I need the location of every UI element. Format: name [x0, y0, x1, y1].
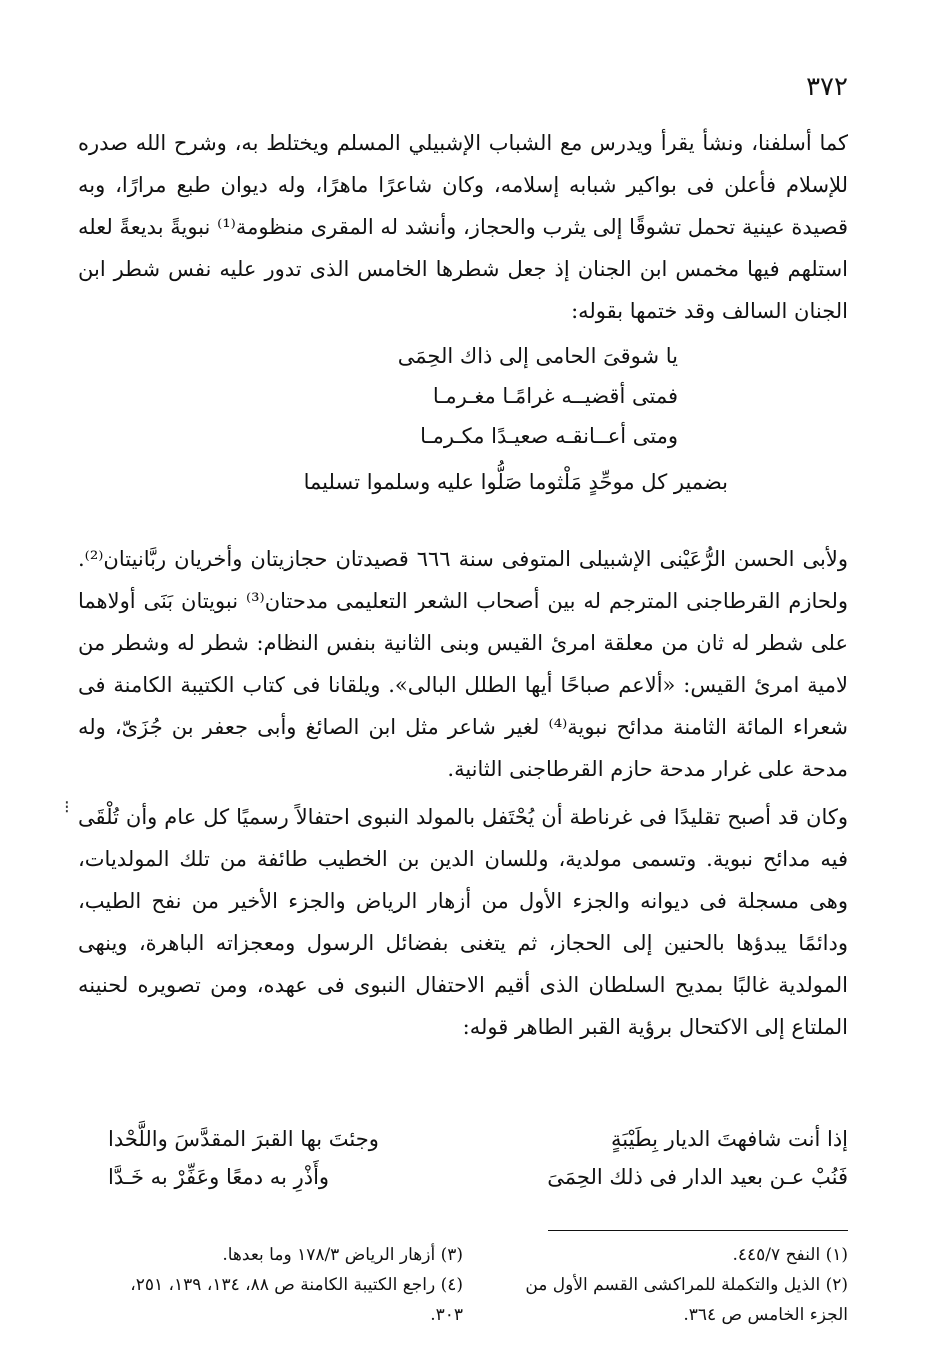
paragraph-1: كما أسلفنا، ونشأ يقرأ ويدرس مع الشباب الإشبيلي المسلم ويختلط به، وشرح الله صدره للإسلام فأعلن فى بواكير شبابه إسلامه، وكان شاعرًا ماهرًا، وله ديوان طبع مرارًا، وبه قصيدة عينية تحمل تشوقًا إلى يثرب والحجاز، وأنشد له المقرى منظومة⁽¹⁾ نبويةً بديعةً لعله استلهم فيها مخمس ابن الجنان إذ جعل شطرها الخامس الذى تدور عليه نفس شطر ابن الجنان السالف وقد ختمها بقوله: — [78, 131, 848, 323]
footnotes — [78, 1240, 848, 1330]
footnotes-right-column — [463, 1240, 848, 1330]
verse-line: ومتى أعــانقـه صعيـدًا مكـرمـا — [420, 424, 678, 448]
verse-line: فمتى أقضيــه غرامًـا مغـرمـا — [432, 384, 678, 408]
book-page — [78, 70, 848, 1330]
verse-block-1 — [78, 336, 848, 502]
verse-line: يا شوقىَ الحامى إلى ذاك الحِمَى — [397, 344, 678, 368]
footnote: (٤) راجع الكتيبة الكامنة ص ٨٨، ١٣٤، ١٣٩، ٢٥١، ٣٠٣. — [130, 1275, 463, 1325]
poem-block-2 — [78, 1120, 848, 1196]
hemistich-second: وأَذْرِ به دمعًا وعَفِّرْ به خَـدَّا — [108, 1165, 330, 1189]
footnotes-left-column — [78, 1240, 463, 1330]
hemistich-first: فَنُبْ عـن بعيد الدار فى ذلك الحِمَىَ — [547, 1165, 848, 1189]
footnote: (٣) أزهار الرياض ١٧٨/٣ وما بعدها. — [222, 1245, 463, 1265]
margin-mark: ⁝ — [64, 797, 70, 818]
footnote: (١) النفح ٤٤٥/٧. — [732, 1245, 848, 1265]
hemistich-first: إذا أنت شافهتَ الديار بِطَيْبَةٍ — [611, 1127, 848, 1151]
verse-closing-line: بضمير كل موحِّدٍ مَلْثوما صَلُّوا عليه وسلموا تسليما — [303, 470, 728, 494]
paragraph-3: وكان قد أصبح تقليدًا فى غرناطة أن يُحْتَفل بالمولد النبوى احتفالاً رسميًا كل عام وأن تُلْقَى فيه مدائح نبوية. وتسمى مولدية، وللسان الدين بن الخطيب طائفة من تلك المولديات، وهى مسجلة فى ديوانه والجزء الأول من أزهار الرياض والجزء الأخير من نفح الطيب، ودائمًا يبدؤها بالحنين إلى الحجاز، ثم يتغنى بفضائل الرسول ومعجزاته الباهرة، وينهى المولدية غالبًا بمديح السلطان الذى أقيم الاحتفال النبوى فى عهده، ومن تصويره لحنينه الملتاع إلى الاكتحال برؤية القبر الطاهر قوله: — [78, 805, 848, 1039]
hemistich-second: وجئتَ بها القبرَ المقدَّسَ واللَّحْدا — [108, 1127, 379, 1151]
page-number: ٣٧٢ — [806, 72, 848, 102]
poem-row — [78, 1158, 848, 1196]
footnote-divider — [548, 1230, 848, 1231]
footnote: (٢) الذيل والتكملة للمراكشى القسم الأول من الجزء الخامس ص ٣٦٤. — [525, 1275, 848, 1325]
poem-row — [78, 1120, 848, 1158]
paragraph-2: ولأبى الحسن الرُّعَيْنى الإشبيلى المتوفى سنة ٦٦٦ قصيدتان حجازيتان وأخريان ربَّانيتان⁽²⁾. ولحازم القرطاجنى المترجم له بين أصحاب الشعر التعليمى مدحتان⁽³⁾ نبويتان بَنَى أولاهما على شطر له ثان من معلقة امرئ القيس وبنى الثانية بنفس النظام: شطر له وشطر من لامية امرئ القيس: «ألاعم صباحًا أيها الطلل البالى». ويلقانا فى كتاب الكتيبة الكامنة فى شعراء المائة الثامنة مدائح نبوية⁽⁴⁾ لغير شاعر مثل ابن الصائغ وأبى جعفر بن جُزَىّ، وله مدحة على غرار مدحة حازم القرطاجنى الثانية. — [78, 547, 848, 781]
